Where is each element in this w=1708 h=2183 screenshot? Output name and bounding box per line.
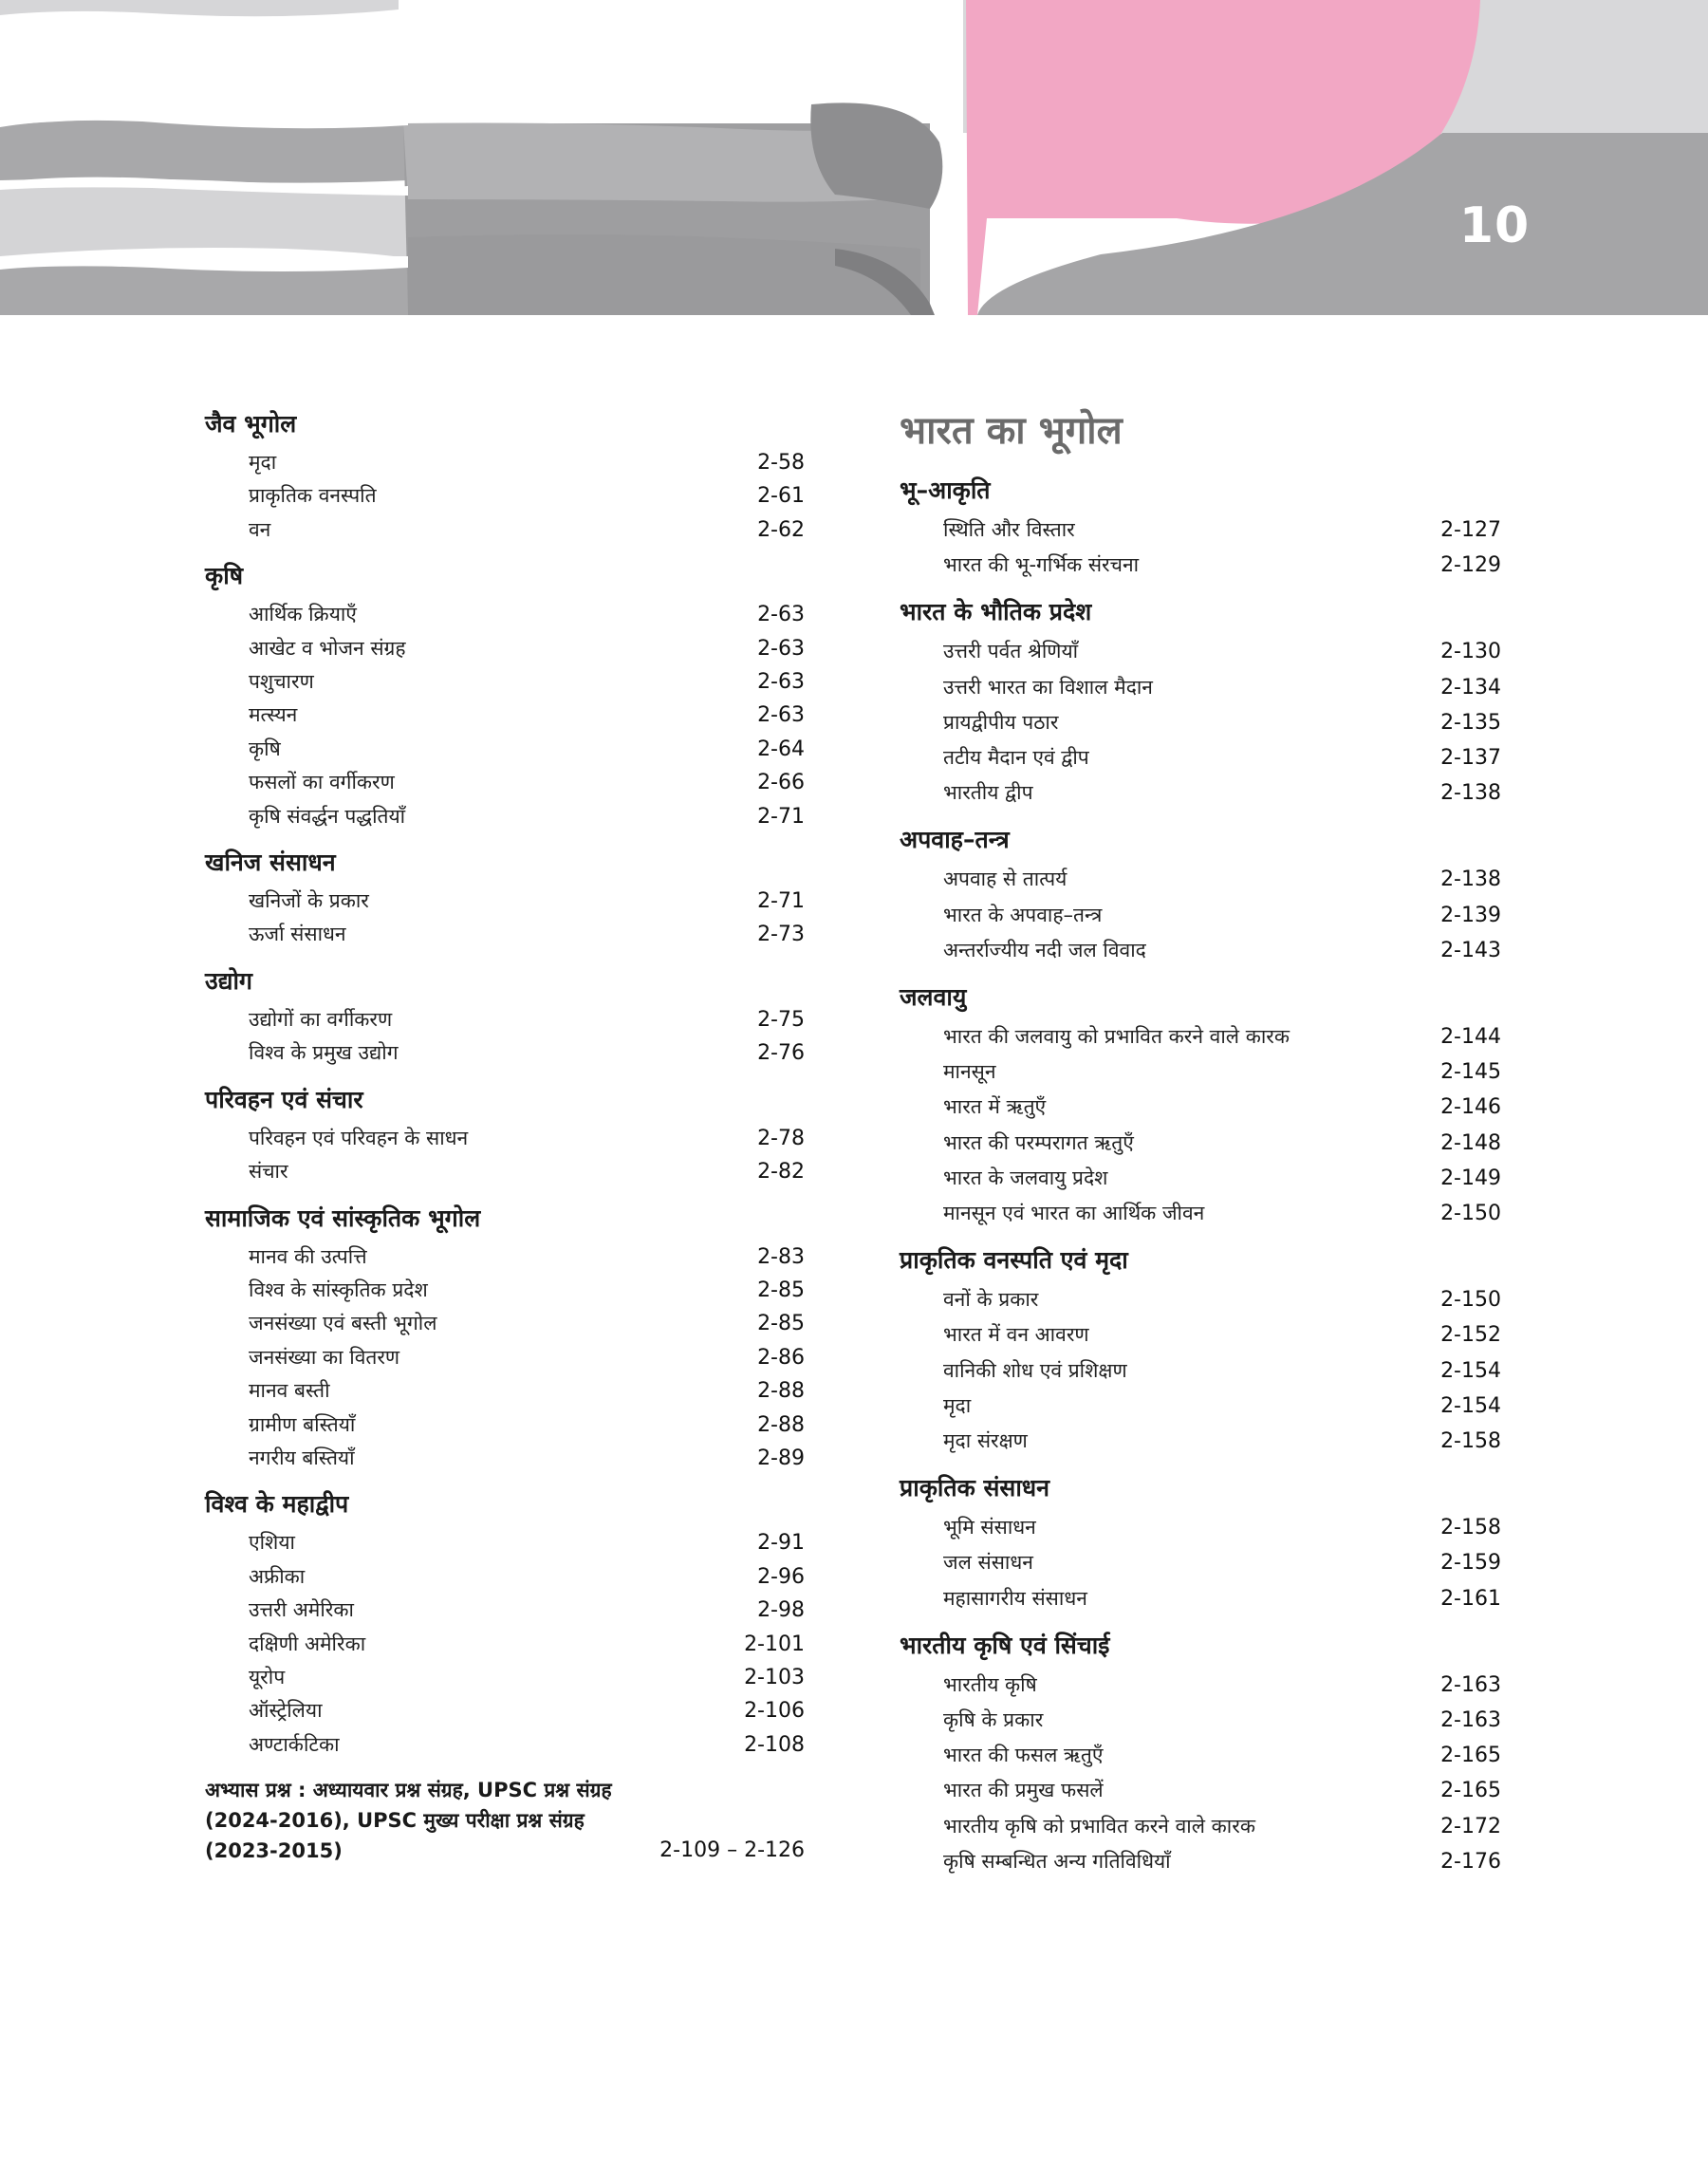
toc-entry-page: 2-71 xyxy=(757,804,805,829)
toc-entry-page: 2-149 xyxy=(1440,1166,1501,1190)
toc-entry-label: वनों के प्रकार xyxy=(943,1288,1039,1312)
toc-entry-page: 2-163 xyxy=(1440,1708,1501,1733)
toc-entry-label: भारत के जलवायु प्रदेश xyxy=(943,1166,1108,1189)
toc-entry-label: भारत में वन आवरण xyxy=(943,1323,1089,1347)
toc-entry-label: भारतीय कृषि xyxy=(943,1672,1037,1696)
toc-entry-label: अपवाह से तात्पर्य xyxy=(943,868,1068,891)
toc-entry-page: 2-138 xyxy=(1440,781,1501,806)
toc-section xyxy=(900,475,1501,583)
toc-entry-page: 2-76 xyxy=(757,1041,805,1066)
section-title: जैव भूगोल xyxy=(205,410,297,438)
toc-entry-label: प्राकृतिक वनस्पति xyxy=(249,484,377,508)
practice-questions-page: 2-109 – 2-126 xyxy=(659,1838,805,1863)
toc-entry-page: 2-88 xyxy=(757,1379,805,1404)
toc-entry-page: 2-143 xyxy=(1440,938,1501,962)
toc-entry-page: 2-71 xyxy=(757,889,805,914)
toc-entry[interactable] xyxy=(205,1341,805,1374)
toc-entry-page: 2-78 xyxy=(757,1126,805,1150)
toc-entry-label: खनिजों के प्रकार xyxy=(249,889,369,913)
toc-entry[interactable] xyxy=(205,598,805,631)
toc-entry[interactable] xyxy=(205,1728,805,1762)
toc-entry[interactable] xyxy=(205,479,805,513)
toc-section xyxy=(205,965,805,1071)
toc-entry[interactable] xyxy=(205,665,805,699)
toc-entry-label: जनसंख्या एवं बस्ती भूगोल xyxy=(249,1312,437,1335)
toc-entry-label: महासागरीय संसाधन xyxy=(943,1586,1087,1610)
header-banner xyxy=(0,0,1708,315)
section-title: भारत के भौतिक प्रदेश xyxy=(900,598,1092,626)
toc-entry-label: मानव बस्ती xyxy=(249,1379,330,1403)
toc-right-column xyxy=(900,408,1501,1893)
toc-entry-label: भूमि संसाधन xyxy=(943,1516,1036,1539)
toc-entry-page: 2-139 xyxy=(1440,903,1501,927)
toc-entry-page: 2-130 xyxy=(1440,640,1501,664)
toc-entry-label: भारतीय द्वीप xyxy=(943,781,1033,805)
toc-entry[interactable] xyxy=(900,740,1501,775)
toc-entry[interactable] xyxy=(900,898,1501,933)
section-title: प्राकृतिक वनस्पति एवं मृदा xyxy=(900,1246,1128,1275)
toc-entry-label: अफ्रीका xyxy=(249,1564,306,1588)
chapter-number: 10 xyxy=(1458,197,1531,254)
toc-section xyxy=(205,1084,805,1189)
toc-entry[interactable] xyxy=(205,446,805,479)
section-title: विश्व के महाद्वीप xyxy=(205,1490,349,1519)
toc-entry[interactable] xyxy=(900,775,1501,811)
toc-entry-label: ऊर्जा संसाधन xyxy=(249,923,346,946)
toc-entry-page: 2-148 xyxy=(1440,1130,1501,1155)
toc-entry-page: 2-88 xyxy=(757,1412,805,1437)
toc-entry[interactable] xyxy=(900,705,1501,740)
section-title: उद्योग xyxy=(205,966,253,995)
toc-entry[interactable] xyxy=(205,699,805,732)
toc-entry[interactable] xyxy=(205,1594,805,1627)
toc-entry[interactable] xyxy=(900,933,1501,968)
toc-entry-label: भारत की भू-गर्भिक संरचना xyxy=(943,553,1140,577)
toc-entry[interactable] xyxy=(900,1738,1501,1773)
toc-entry[interactable] xyxy=(900,1389,1501,1424)
toc-entry-page: 2-145 xyxy=(1440,1060,1501,1085)
practice-questions-label: अभ्यास प्रश्न : अध्यायवार प्रश्न संग्रह, UPSC प्रश्न संग्रह (2024-2016), UPSC मुख्य परीक्षा प्रश्न संग्रह (2023-2015) xyxy=(205,1779,612,1863)
toc-entry-page: 2-63 xyxy=(757,670,805,695)
toc-entry-label: वानिकी शोध एवं प्रशिक्षण xyxy=(943,1358,1127,1382)
toc-entry-page: 2-73 xyxy=(757,923,805,947)
toc-entry[interactable] xyxy=(205,733,805,766)
toc-entry-label: पशुचारण xyxy=(249,670,314,694)
toc-entry[interactable] xyxy=(205,918,805,951)
toc-entry[interactable] xyxy=(900,634,1501,669)
toc-entry-page: 2-85 xyxy=(757,1312,805,1336)
toc-entry[interactable] xyxy=(900,1282,1501,1317)
practice-questions-entry[interactable] xyxy=(205,1775,805,1866)
toc-entry-label: जनसंख्या का वितरण xyxy=(249,1345,400,1369)
toc-section xyxy=(900,1244,1501,1459)
toc-section xyxy=(205,847,805,952)
toc-entry-label: स्थिति और विस्तार xyxy=(943,518,1075,541)
toc-entry-page: 2-165 xyxy=(1440,1744,1501,1768)
toc-entry[interactable] xyxy=(205,632,805,665)
toc-entry-page: 2-91 xyxy=(757,1531,805,1556)
toc-entry-label: मानसून xyxy=(943,1060,996,1084)
toc-section xyxy=(900,824,1501,968)
section-title: अपवाह–तन्त्र xyxy=(900,826,1010,854)
toc-entry[interactable] xyxy=(900,1054,1501,1090)
toc-entry-page: 2-138 xyxy=(1440,868,1501,892)
toc-entry-page: 2-144 xyxy=(1440,1025,1501,1050)
toc-entry-label: उत्तरी अमेरिका xyxy=(249,1598,354,1622)
toc-entry[interactable] xyxy=(205,1307,805,1340)
toc-entry-page: 2-83 xyxy=(757,1244,805,1269)
toc-entry-page: 2-134 xyxy=(1440,675,1501,700)
toc-section xyxy=(205,1203,805,1476)
toc-entry-page: 2-64 xyxy=(757,737,805,761)
toc-entry-label: ग्रामीण बस्तियाँ xyxy=(249,1412,356,1436)
toc-entry[interactable] xyxy=(900,1703,1501,1738)
toc-entry-page: 2-163 xyxy=(1440,1672,1501,1697)
toc-section xyxy=(205,560,805,833)
toc-entry-page: 2-58 xyxy=(757,451,805,475)
toc-entry-label: जल संसाधन xyxy=(943,1551,1033,1575)
toc-entry-label: मानसून एवं भारत का आर्थिक जीवन xyxy=(943,1202,1205,1225)
toc-entry-label: मृदा संरक्षण xyxy=(943,1429,1028,1453)
toc-entry-page: 2-106 xyxy=(744,1699,805,1724)
toc-entry-page: 2-158 xyxy=(1440,1516,1501,1540)
toc-entry[interactable] xyxy=(900,862,1501,897)
toc-entry-label: भारत की परम्परागत ऋतुएँ xyxy=(943,1130,1134,1154)
toc-entry-page: 2-61 xyxy=(757,484,805,509)
toc-entry-label: परिवहन एवं परिवहन के साधन xyxy=(249,1126,469,1149)
toc-entry-page: 2-101 xyxy=(744,1632,805,1656)
toc-section xyxy=(900,981,1501,1231)
toc-entry-page: 2-150 xyxy=(1440,1202,1501,1226)
toc-entry-page: 2-82 xyxy=(757,1160,805,1185)
toc-entry[interactable] xyxy=(900,1844,1501,1879)
toc-entry[interactable] xyxy=(205,1374,805,1408)
toc-entry-page: 2-98 xyxy=(757,1598,805,1623)
toc-entry[interactable] xyxy=(205,1122,805,1155)
toc-entry-label: विश्व के सांस्कृतिक प्रदेश xyxy=(249,1278,428,1301)
toc-entry[interactable] xyxy=(205,1409,805,1442)
toc-entry[interactable] xyxy=(205,1036,805,1070)
toc-entry-label: प्रायद्वीपीय पठार xyxy=(943,710,1059,734)
toc-entry[interactable] xyxy=(900,1424,1501,1459)
toc-entry-page: 2-135 xyxy=(1440,710,1501,735)
toc-entry[interactable] xyxy=(205,1241,805,1274)
toc-section xyxy=(900,1472,1501,1616)
toc-entry-page: 2-108 xyxy=(744,1732,805,1757)
toc-entry-page: 2-129 xyxy=(1440,553,1501,578)
section-title: भू–आकृति xyxy=(900,476,991,504)
toc-entry-label: भारतीय कृषि को प्रभावित करने वाले कारक xyxy=(943,1814,1255,1838)
toc-entry-page: 2-154 xyxy=(1440,1358,1501,1383)
toc-entry[interactable] xyxy=(900,1196,1501,1231)
toc-entry-label: संचार xyxy=(249,1160,288,1184)
toc-entry[interactable] xyxy=(900,1581,1501,1616)
toc-entry[interactable] xyxy=(205,1442,805,1475)
toc-entry-label: मानव की उत्पत्ति xyxy=(249,1244,367,1268)
toc-entry-label: तटीय मैदान एवं द्वीप xyxy=(943,746,1089,770)
toc-entry-label: विश्व के प्रमुख उद्योग xyxy=(249,1041,399,1065)
toc-entry[interactable] xyxy=(900,513,1501,548)
toc-entry-page: 2-150 xyxy=(1440,1288,1501,1313)
toc-entry[interactable] xyxy=(205,1694,805,1727)
toc-entry-label: ऑस्ट्रेलिया xyxy=(249,1699,323,1723)
toc-entry-label: एशिया xyxy=(249,1531,295,1555)
section-title: प्राकृतिक संसाधन xyxy=(900,1474,1050,1502)
toc-entry[interactable] xyxy=(900,1126,1501,1161)
toc-entry[interactable] xyxy=(900,1317,1501,1353)
section-title: खनिज संसाधन xyxy=(205,849,336,877)
toc-entry-label: भारत के अपवाह–तन्त्र xyxy=(943,903,1103,926)
toc-entry-label: अन्तर्राज्यीय नदी जल विवाद xyxy=(943,938,1146,961)
toc-entry-page: 2-161 xyxy=(1440,1586,1501,1611)
toc-entry-page: 2-146 xyxy=(1440,1095,1501,1120)
toc-section xyxy=(205,1488,805,1762)
toc-entry[interactable] xyxy=(205,1560,805,1594)
toc-entry-label: कृषि के प्रकार xyxy=(943,1708,1044,1732)
toc-entry-page: 2-63 xyxy=(757,603,805,627)
toc-entry[interactable] xyxy=(900,1809,1501,1844)
toc-entry-label: आर्थिक क्रियाएँ xyxy=(249,603,357,626)
toc-entry-label: मृदा xyxy=(249,451,277,474)
toc-entry-label: मृदा xyxy=(943,1393,972,1417)
toc-entry[interactable] xyxy=(900,1353,1501,1389)
toc-entry-page: 2-154 xyxy=(1440,1393,1501,1418)
toc-entry[interactable] xyxy=(900,670,1501,705)
toc-entry-label: उत्तरी भारत का विशाल मैदान xyxy=(943,675,1153,699)
toc-entry[interactable] xyxy=(900,1545,1501,1580)
toc-left-column xyxy=(205,408,805,1866)
toc-entry-page: 2-63 xyxy=(757,636,805,661)
toc-entry-label: फसलों का वर्गीकरण xyxy=(249,771,395,794)
toc-entry-label: भारत में ऋतुएँ xyxy=(943,1095,1047,1119)
section-title: कृषि xyxy=(205,562,244,590)
section-title: भारतीय कृषि एवं सिंचाई xyxy=(900,1631,1110,1659)
toc-entry-label: मत्स्यन xyxy=(249,703,298,727)
toc-entry[interactable] xyxy=(205,513,805,547)
toc-entry[interactable] xyxy=(205,1526,805,1559)
toc-entry-label: आखेट व भोजन संग्रह xyxy=(249,636,406,660)
toc-entry[interactable] xyxy=(205,1661,805,1694)
toc-entry-label: उद्योगों का वर्गीकरण xyxy=(249,1007,393,1031)
toc-entry-label: कृषि संवर्द्धन पद्धतियाँ xyxy=(249,804,406,828)
section-title: परिवहन एवं संचार xyxy=(205,1085,363,1113)
toc-section xyxy=(900,1630,1501,1879)
toc-entry-page: 2-137 xyxy=(1440,746,1501,771)
toc-entry[interactable] xyxy=(900,1019,1501,1054)
toc-entry-label: उत्तरी पर्वत श्रेणियाँ xyxy=(943,640,1079,663)
toc-entry-page: 2-127 xyxy=(1440,518,1501,542)
toc-entry-page: 2-158 xyxy=(1440,1429,1501,1454)
toc-entry[interactable] xyxy=(205,1628,805,1661)
toc-entry[interactable] xyxy=(205,1155,805,1188)
toc-entry-label: भारत की प्रमुख फसलें xyxy=(943,1779,1104,1802)
toc-entry-label: कृषि xyxy=(249,737,281,760)
toc-entry-label: अण्टार्कटिका xyxy=(249,1732,340,1756)
toc-entry-page: 2-96 xyxy=(757,1564,805,1589)
part-title: भारत का भूगोल xyxy=(900,409,1123,453)
toc-entry[interactable] xyxy=(205,885,805,918)
toc-entry-page: 2-159 xyxy=(1440,1551,1501,1576)
toc-entry-label: भारत की जलवायु को प्रभावित करने वाले कारक xyxy=(943,1025,1290,1049)
toc-entry[interactable] xyxy=(900,1668,1501,1703)
toc-entry-page: 2-89 xyxy=(757,1446,805,1470)
toc-entry-page: 2-165 xyxy=(1440,1779,1501,1803)
toc-entry-page: 2-172 xyxy=(1440,1814,1501,1838)
toc-entry-page: 2-152 xyxy=(1440,1323,1501,1348)
toc-entry-label: वन xyxy=(249,517,271,541)
toc-entry[interactable] xyxy=(205,766,805,799)
section-title: सामाजिक एवं सांस्कृतिक भूगोल xyxy=(205,1203,481,1232)
toc-entry-label: नगरीय बस्तियाँ xyxy=(249,1446,355,1469)
toc-section xyxy=(205,408,805,547)
toc-entry-label: यूरोप xyxy=(249,1665,286,1689)
toc-entry-page: 2-63 xyxy=(757,703,805,728)
toc-section xyxy=(900,596,1501,811)
section-title: जलवायु xyxy=(900,983,967,1012)
toc-entry[interactable] xyxy=(205,800,805,833)
toc-entry-page: 2-75 xyxy=(757,1007,805,1032)
toc-entry[interactable] xyxy=(205,1003,805,1036)
toc-entry-page: 2-66 xyxy=(757,771,805,795)
toc-entry-page: 2-86 xyxy=(757,1345,805,1370)
toc-entry-label: दक्षिणी अमेरिका xyxy=(249,1632,366,1655)
toc-entry-page: 2-176 xyxy=(1440,1849,1501,1874)
toc-entry-page: 2-103 xyxy=(744,1665,805,1689)
toc-entry[interactable] xyxy=(205,1274,805,1307)
toc-entry-page: 2-85 xyxy=(757,1278,805,1302)
toc-entry[interactable] xyxy=(900,1090,1501,1125)
toc-entry-label: भारत की फसल ऋतुएँ xyxy=(943,1744,1104,1767)
toc-entry-page: 2-62 xyxy=(757,517,805,542)
toc-entry-label: कृषि सम्बन्धित अन्य गतिविधियाँ xyxy=(943,1849,1171,1873)
toc-entry[interactable] xyxy=(900,1773,1501,1808)
toc-entry[interactable] xyxy=(900,548,1501,583)
toc-entry[interactable] xyxy=(900,1161,1501,1196)
toc-entry[interactable] xyxy=(900,1510,1501,1545)
